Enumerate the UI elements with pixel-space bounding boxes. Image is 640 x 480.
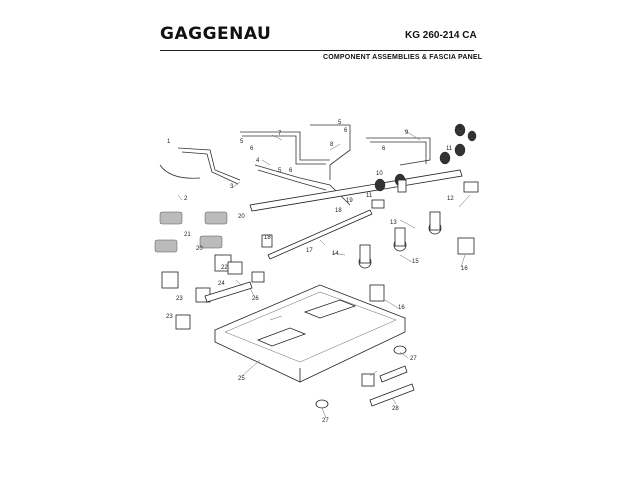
callout-9: 9: [405, 130, 409, 136]
callout-3: 3: [230, 184, 234, 190]
callout-11a: 11: [446, 146, 453, 152]
gas-manifold: [250, 170, 462, 268]
callout-5c: 5: [338, 120, 342, 126]
callout-21: 21: [184, 232, 191, 238]
callout-24: 24: [218, 281, 225, 287]
callout-8: 8: [330, 142, 334, 148]
callout-27a: 27: [410, 356, 417, 362]
right-valves: [370, 180, 474, 301]
callout-6b: 6: [289, 168, 293, 174]
callout-12: 12: [447, 196, 454, 202]
brand-logo: GAGGENAU: [160, 24, 272, 44]
callout-6d: 6: [382, 146, 386, 152]
callout-20b: 20: [196, 246, 203, 252]
callout-18b: 18: [264, 235, 271, 241]
model-number: KG 260-214 CA: [405, 30, 477, 41]
callout-16b: 16: [398, 305, 405, 311]
callout-15b: 15: [412, 259, 419, 265]
callout-5a: 5: [240, 139, 244, 145]
callout-26: 26: [252, 296, 259, 302]
callout-2: 2: [184, 196, 188, 202]
callout-14: 14: [332, 251, 339, 257]
callout-1: 1: [167, 139, 171, 145]
callout-labels: [166, 120, 468, 424]
callout-4: 4: [256, 158, 260, 164]
callout-13: 13: [390, 220, 397, 226]
callout-20a: 20: [238, 214, 245, 220]
valve-knobs: [372, 124, 478, 208]
callout-22: 22: [221, 265, 228, 271]
callout-17: 17: [306, 248, 313, 254]
page-subtitle: COMPONENT ASSEMBLIES & FASCIA PANEL: [323, 54, 483, 61]
callout-19: 19: [346, 198, 353, 204]
callout-25: 25: [238, 376, 245, 382]
callout-7: 7: [278, 131, 282, 137]
callout-27b: 27: [322, 418, 329, 424]
callout-6a: 6: [250, 146, 254, 152]
gas-pipe-group: [160, 125, 430, 205]
leader-lines: [178, 128, 470, 418]
callout-28: 28: [392, 406, 399, 412]
callout-5b: 5: [278, 168, 282, 174]
callout-16a: 16: [461, 266, 468, 272]
callout-6c: 6: [344, 128, 348, 134]
callout-18a: 18: [335, 208, 342, 214]
callout-23b: 23: [166, 314, 173, 320]
callout-11b: 11: [366, 193, 373, 199]
callout-23a: 23: [176, 296, 183, 302]
callout-10: 10: [376, 171, 383, 177]
ignition-modules: [155, 212, 272, 329]
callout-15a: 15: [455, 126, 462, 132]
